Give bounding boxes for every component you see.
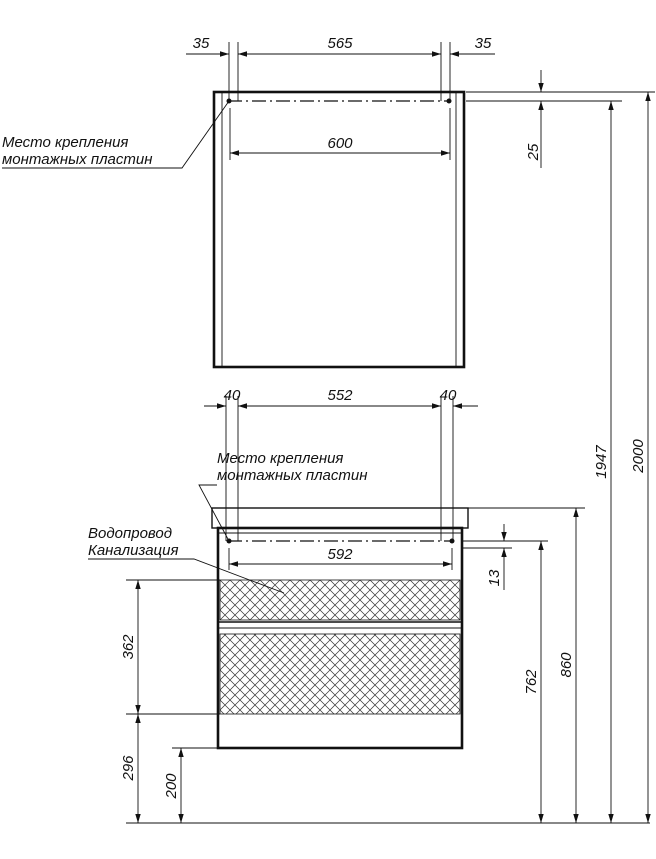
dim-total-height: 2000 [630,439,647,473]
cabinet-view [88,387,650,823]
overall-dims [548,92,655,823]
pipe-label-sewer: Канализация [88,542,179,559]
dim-mirror-left-gap: 35 [192,35,210,52]
cabinet-mount-label-line1: Место крепления [217,450,344,467]
dim-pipe-zone-height: 362 [120,634,137,660]
pipe-zone-upper [220,580,460,620]
dim-mirror-right-gap: 35 [474,35,492,52]
cabinet-mount-leader [199,485,229,541]
dim-cabinet-right-gap: 40 [439,387,457,404]
mirror-view [2,35,548,367]
dim-pipe-floor-height: 296 [120,755,137,781]
mirror-outline [214,92,464,367]
dim-cabinet-left-gap: 40 [223,387,241,404]
cabinet-mount-label-line2: монтажных пластин [217,467,368,484]
dim-mirror-offset: 25 [525,143,542,161]
mirror-mount-label-line1: Место крепления [2,134,129,151]
dim-mirror-mid: 565 [327,35,353,52]
dim-cabinet-floor-gap: 200 [163,773,180,799]
cabinet-countertop [212,508,468,528]
mirror-mount-label-line2: монтажных пластин [2,151,153,168]
dim-cabinet-mid: 552 [327,387,353,404]
dim-cabinet-top-height: 860 [558,652,575,678]
cabinet-mount-point-right [450,539,455,544]
pipe-label-water: Водопровод [88,525,173,542]
pipe-zone-lower [220,634,460,714]
dim-mirror-mount-height: 1947 [593,445,610,479]
dim-mount-height: 762 [523,669,540,695]
dim-mirror-width: 600 [327,135,353,152]
mount-point-right [447,99,452,104]
dim-cabinet-offset: 13 [486,569,503,587]
dim-cabinet-inner: 592 [327,546,353,563]
